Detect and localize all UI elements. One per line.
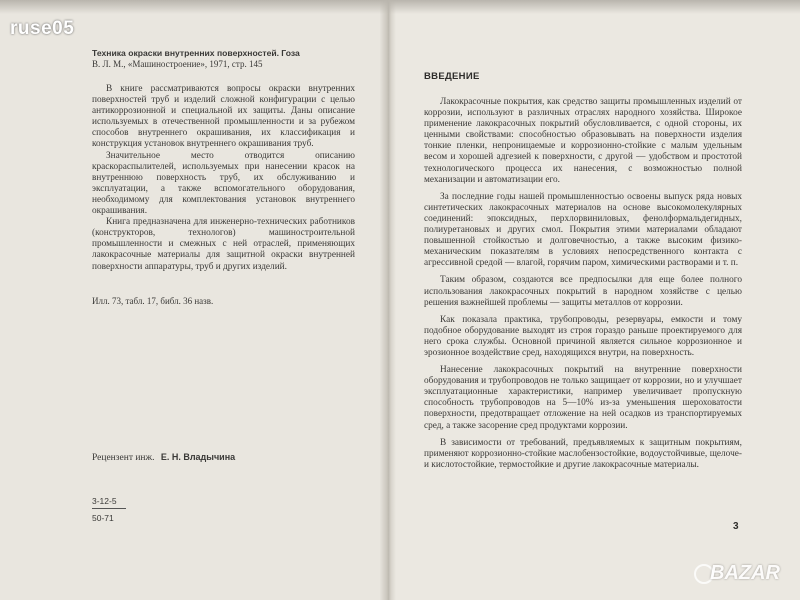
reviewer-line: [92, 452, 235, 463]
book-gutter: [380, 0, 396, 600]
introduction-text: [424, 97, 742, 477]
intro-paragraph: За последние годы нашей промышленностью освоены выпуск ряда новых синтетических лакокрасочных материалов на основе высокомолекулярных соединений: эпоксидных, перхлорвиниловых, фенолформальдегидных, полиуретановых и других смол. Покрытия этими материалами обладают повышенной стойкостью и долговечностью, а также высоким физико-механическим показателям в условиях непосредственного контакта с агрессивной средой — влагой, горячим паром, химическими растворами и т. п.: [424, 191, 742, 269]
illustrations-count: Илл. 73, табл. 17, библ. 36 назв.: [92, 296, 214, 306]
code-top: 3-12-5: [92, 496, 126, 509]
reviewer-name: Е. Н. Владычина: [160, 452, 236, 462]
site-logo: [692, 558, 792, 592]
abstract-paragraph: Значительное место отводится описанию краскораспылителей, используемых при нанесении красок на внутреннюю поверхность труб, их обслуживанию и эксплуатации, а также вспомогательного оборудования, необходимому для комплектования установок внутреннего окрашивания.: [92, 150, 355, 217]
code-bottom: 50-71: [92, 513, 114, 523]
bib-title: Техника окраски внутренних поверхностей.: [92, 48, 280, 58]
intro-paragraph: В зависимости от требований, предъявляемых к защитным покрытиям, применяют коррозионно-стойкие маслобензостойкие, водоустойчивые, щелоче- и кислотостойкие, термостойкие и другие лакокрасочные материалы.: [424, 437, 742, 470]
watermark-text: ruse05: [10, 18, 75, 39]
left-page: [0, 0, 388, 600]
abstract: [92, 84, 355, 273]
top-shadow: [0, 0, 800, 14]
page-number: 3: [733, 521, 739, 532]
intro-paragraph: Таким образом, создаются все предпосылки для еще более полного использования лакокрасочных покрытий в народном хозяйстве с целью решения важнейшей проблемы — защиты металлов от коррозии.: [424, 275, 742, 308]
bib-author-initial: Гоза: [281, 48, 300, 58]
abstract-paragraph: Книга предназначена для инженерно-технических работников (конструкторов, технологов) машиностроительной промышленности и смежных с ней отраслей, применяющих лакокрасочные материалы для защитной окраски внутренней поверхности аппаратуры, труб и других изделий.: [92, 217, 355, 272]
logo-text: BAZAR: [710, 562, 780, 584]
intro-paragraph: Нанесение лакокрасочных покрытий на внутренние поверхности оборудования и трубопроводов не только защищает от коррозии, но и улучшает эксплуатационные характеристики, например увеличивает пропускную способность трубопроводов на 5—10% из-за уменьшения шероховатости поверхности, предотвращает отложение на ней осадков из транспортируемых сред, а также засорение сред продуктами коррозии.: [424, 365, 742, 431]
intro-paragraph: Как показала практика, трубопроводы, резервуары, емкости и тому подобное оборудование выходят из строя гораздо раньше проектируемого для него срока службы. Основной причиной является сильное коррозионное и эрозионное воздействие сред, находящихся внутри, на поверхность.: [424, 314, 742, 358]
bibliographic-entry: [92, 48, 354, 70]
section-heading: ВВЕДЕНИЕ: [424, 71, 480, 82]
intro-paragraph: Лакокрасочные покрытия, как средство защиты промышленных изделий от коррозии, используют в различных отраслях народного хозяйства. Широкое применение лакокрасочных покрытий обусловливается, с одной стороны, их ценными свойствами: способностью образовывать на поверхности изделия тонкие пленки, непроницаемые и коррозионно-стойкие с малым удельным весом и хорошей адгезией к поверхности, с другой — удобством и простотой технологического процесса их нанесения, с возможностью полной механизации и автоматизации его.: [424, 97, 742, 185]
catalog-codes: [92, 496, 126, 523]
abstract-paragraph: В книге рассматриваются вопросы окраски внутренних поверхностей труб и изделий сложной конфигурации с целью антикоррозионной и специальной их защиты. Даны описание используемых в отечественной промышленности и за рубежом способов внутреннего окрашивания, их классификация и конструкция установок внутреннего окрашивания труб.: [92, 84, 355, 150]
bib-publisher: В. Л. М., «Машиностроение», 1971, стр. 145: [92, 59, 263, 69]
reviewer-label: Рецензент инж.: [92, 453, 155, 463]
